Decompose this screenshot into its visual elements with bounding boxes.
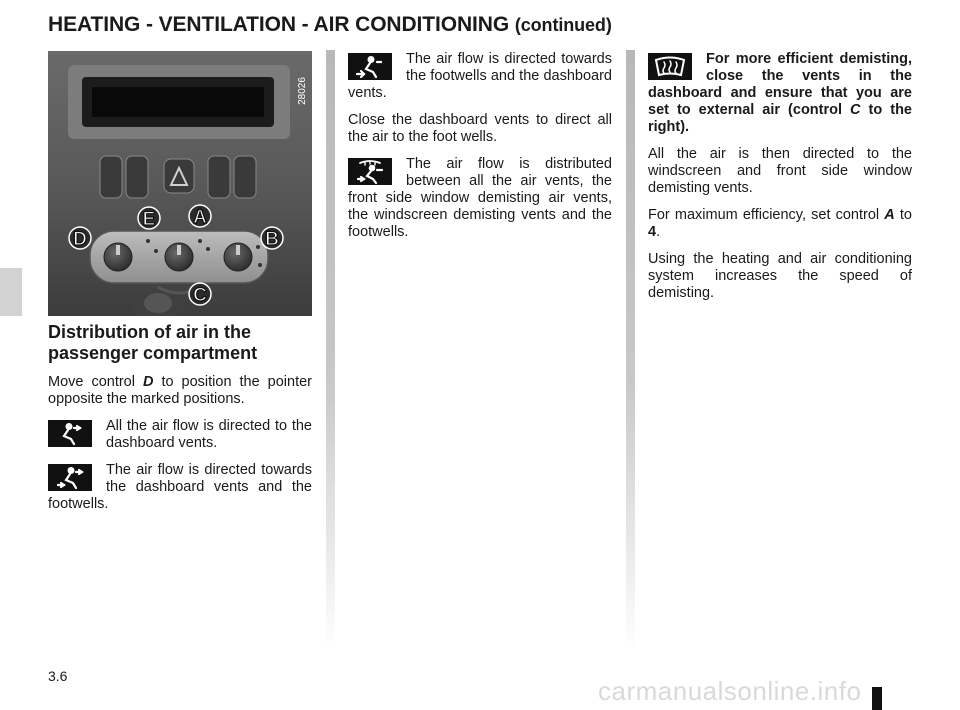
demist-result: All the air is then directed to the windscreen and front side window demisting vents. bbox=[648, 146, 912, 196]
air-to-feet-and-dashboard-icon bbox=[348, 53, 392, 80]
air-to-dashboard-icon bbox=[48, 420, 92, 447]
max-efficiency-text: . bbox=[656, 224, 661, 240]
intro-text: to position the pointer opposite the marked positions. bbox=[48, 374, 312, 407]
windscreen-demist-icon bbox=[648, 53, 692, 80]
mode-all-vents bbox=[348, 156, 612, 241]
page-title-text: HEATING - VENTILATION - AIR CONDITIONING bbox=[48, 13, 510, 36]
intro-text: Move control bbox=[48, 374, 143, 390]
page-title-suffix: (continued) bbox=[514, 15, 612, 35]
demist-text: For more efficient demisting, close the vents in the dashboard and ensure that you are set to external air (control bbox=[648, 51, 912, 118]
intro-paragraph bbox=[48, 374, 312, 408]
speed-note: Using the heating and air conditioning system increases the speed of demisting. bbox=[648, 251, 912, 301]
column-three bbox=[648, 51, 912, 312]
mode-feet-dashboard bbox=[348, 51, 612, 102]
control-a-ref: A bbox=[884, 207, 895, 223]
column-two bbox=[348, 51, 612, 251]
mode-dashboard-feet bbox=[48, 462, 312, 513]
callout-e: E bbox=[142, 209, 156, 230]
corner-mark bbox=[872, 687, 882, 710]
demist-tip bbox=[648, 51, 912, 136]
section-side-tab bbox=[0, 268, 22, 316]
max-efficiency-text: to bbox=[894, 207, 912, 223]
mode-dashboard-text: All the air flow is directed to the dashboard vents. bbox=[106, 418, 312, 451]
column-divider bbox=[326, 50, 335, 650]
control-c-ref: C bbox=[850, 102, 861, 118]
air-to-all-vents-icon bbox=[348, 158, 392, 185]
setting-value: 4 bbox=[648, 224, 657, 240]
demist-text: to the right). bbox=[648, 102, 912, 135]
callout-c: C bbox=[193, 285, 207, 306]
figure-ref-number: 28026 bbox=[297, 77, 308, 105]
control-d-ref: D bbox=[142, 374, 154, 390]
column-divider bbox=[626, 50, 635, 650]
mode-feet-dashboard-text: The air flow is directed towards the footwells and the dashboard vents. bbox=[348, 51, 612, 101]
callout-a: A bbox=[193, 207, 207, 228]
max-efficiency-note bbox=[648, 207, 912, 241]
callout-d: D bbox=[73, 229, 87, 250]
air-to-dashboard-and-feet-icon bbox=[48, 464, 92, 491]
mode-dashboard-feet-text: The air flow is directed towards the dashboard vents and the footwells. bbox=[48, 462, 312, 512]
page-number: 3.6 bbox=[48, 668, 68, 684]
watermark: carmanualsonline.info bbox=[598, 676, 862, 706]
mode-dashboard bbox=[48, 418, 312, 452]
max-efficiency-text: For maximum efficiency, set control bbox=[648, 207, 885, 223]
dashboard-controls-photo bbox=[48, 51, 312, 316]
callout-b: B bbox=[265, 229, 279, 250]
page-title bbox=[48, 13, 612, 37]
close-vents-note: Close the dashboard vents to direct all the air to the foot wells. bbox=[348, 112, 612, 145]
section-title: Distribution of air in the passenger compartment bbox=[48, 322, 258, 363]
column-one bbox=[48, 322, 312, 523]
mode-all-vents-text: The air flow is distributed between all the air vents, the front side window demisting air vents, the windscreen demisting vents and the footwells. bbox=[348, 156, 612, 240]
